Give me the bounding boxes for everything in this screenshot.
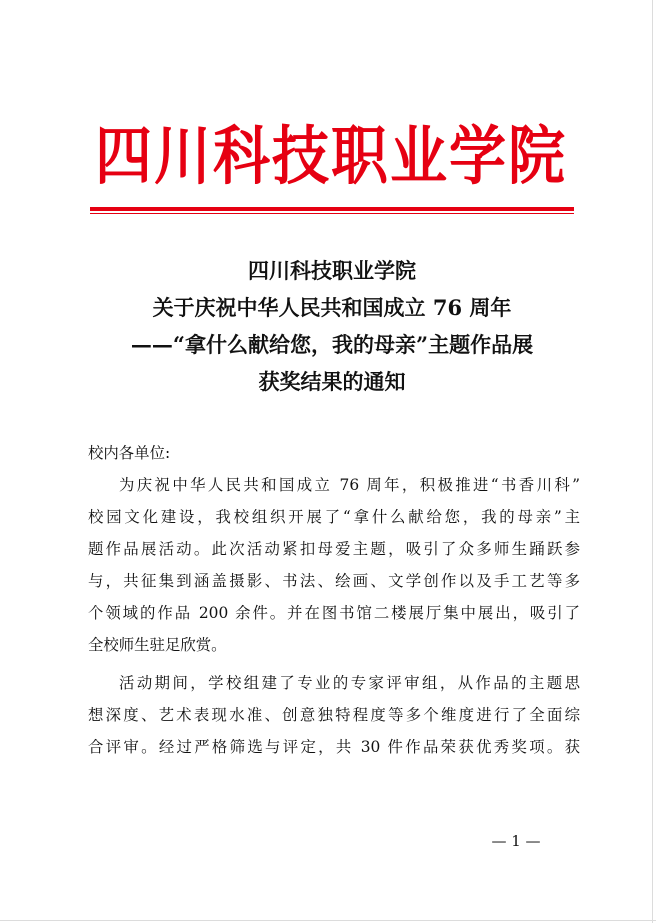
paragraph-line: 全校师生驻足欣赏。: [88, 636, 227, 654]
page-number: — 1 —: [491, 832, 541, 850]
page-edge-right: [652, 0, 653, 923]
salutation: 校内各单位:: [88, 444, 171, 462]
paragraph-2: [88, 667, 580, 763]
paragraph-line: 个领域的作品 200 余件。并在图书馆二楼展厅集中展出，吸引了: [88, 604, 580, 622]
notice-title: [80, 252, 584, 400]
letterhead-red-rule-thin: [90, 213, 574, 214]
notice-title-line-1: 四川科技职业学院: [248, 258, 416, 283]
paragraph-line: 题作品展活动。此次活动紧扣母爱主题，吸引了众多师生踊跃参: [88, 540, 580, 558]
paragraph-line: 想深度、艺术表现水准、创意独特程度等多个维度进行了全面综: [88, 706, 580, 724]
letterhead-red-rule-thick: [90, 207, 574, 211]
page-edge-bottom: [0, 920, 656, 921]
paragraph-line: 校园文化建设，我校组织开展了“拿什么献给您，我的母亲”主: [88, 508, 580, 526]
paragraph-line: 与，共征集到涵盖摄影、书法、绘画、文学创作以及手工艺等多: [88, 572, 580, 590]
paragraph-line: 为庆祝中华人民共和国成立 76 周年，积极推进“书香川科”: [119, 476, 580, 494]
notice-title-line-2: 关于庆祝中华人民共和国成立 76 周年: [152, 295, 512, 320]
notice-title-line-4: 获奖结果的通知: [258, 369, 406, 394]
paragraph-line: 合评审。经过严格筛选与评定，共 30 件作品荣获优秀奖项。获: [88, 738, 580, 756]
paragraph-line: 活动期间，学校组建了专业的专家评审组，从作品的主题思: [119, 674, 580, 692]
letterhead-title: 四川科技职业学院: [95, 118, 567, 194]
paragraph-1: [88, 469, 580, 661]
notice-title-line-3: ——“拿什么献给您，我的母亲”主题作品展: [130, 332, 534, 357]
notice-body: [88, 437, 580, 763]
